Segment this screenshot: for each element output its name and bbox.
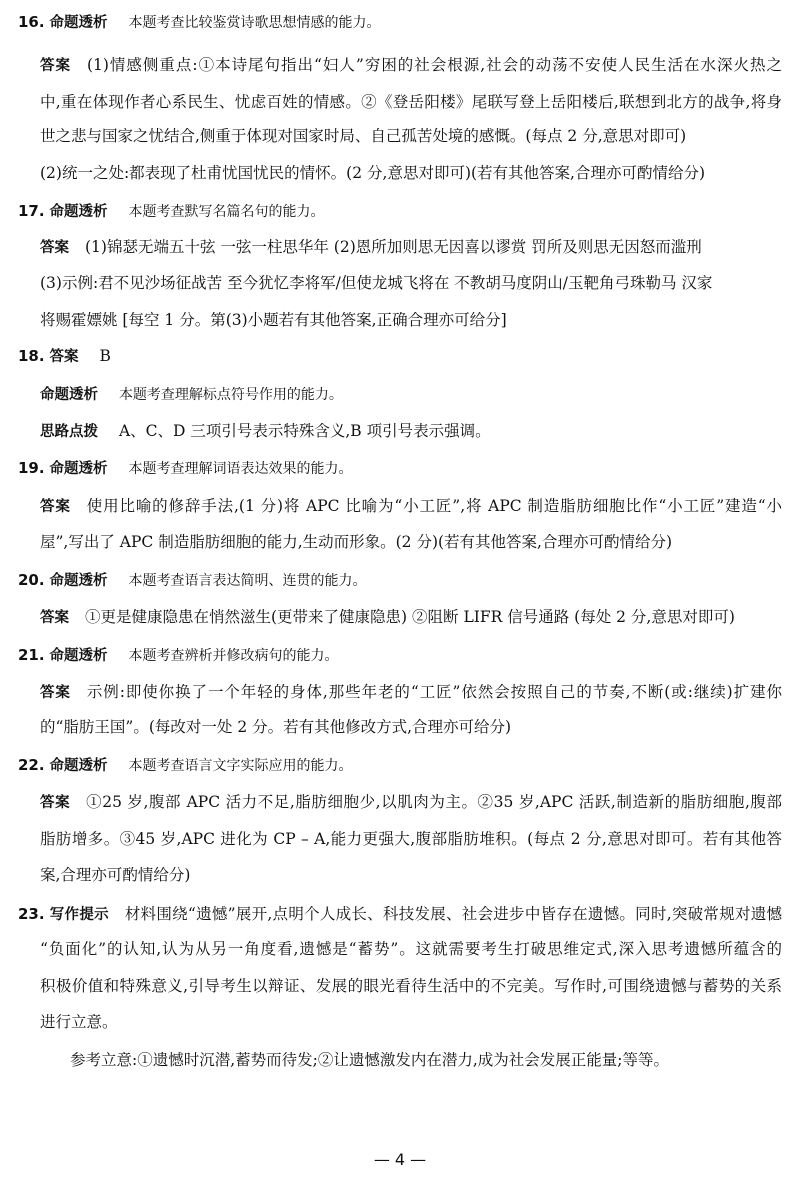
q17-header xyxy=(0,201,800,222)
q19-answer-text-2: 屋”,写出了 APC 制造脂肪细胞的能力,生动而形象。(2 分)(若有其他答案,合理亦可酌情给分) xyxy=(40,533,673,551)
q19-number: 19. xyxy=(18,459,45,477)
q19-answer-line-1 xyxy=(0,496,782,517)
q22-label: 命题透析 xyxy=(49,758,108,774)
q21-label: 命题透析 xyxy=(49,648,108,664)
q16-label: 命题透析 xyxy=(49,15,108,31)
q16-answer-label: 答案 xyxy=(40,58,71,74)
q20-label: 命题透析 xyxy=(49,573,108,589)
q16-answer-text-3: 世之悲与国家之忧结合,侧重于体现对国家时局、自己孤苦处境的感慨。(每点 2 分,意思对即可) xyxy=(40,127,687,145)
q22-answer-text-2: 脂肪增多。③45 岁,APC 进化为 CP – A,能力更强大,腹部脂肪堆积。(每点 2 分,意思对即可。若有其他答 xyxy=(40,830,782,848)
q21-answer-line-2 xyxy=(0,717,782,737)
q18-number: 18. xyxy=(18,347,45,365)
q23-reference xyxy=(0,1050,782,1070)
q16-number: 16. xyxy=(18,13,45,31)
q22-number: 22. xyxy=(18,756,45,774)
q22-answer-text-3: 案,合理亦可酌情给分) xyxy=(40,866,191,884)
q23-line-4 xyxy=(0,1012,782,1032)
q23-text-3: 积极价值和特殊意义,引导考生以辩证、发展的眼光看待生活中的不完美。写作时,可围绕遗憾与蓄势的关系 xyxy=(40,977,782,995)
q16-answer-text-1: (1)情感侧重点:①本诗尾句指出“妇人”穷困的社会根源,社会的动荡不安使人民生活在水深火热之 xyxy=(86,56,782,74)
q19-answer-line-2 xyxy=(0,532,782,552)
q21-description: 本题考查辨析并修改病句的能力。 xyxy=(128,648,339,664)
q18-hint xyxy=(0,421,800,442)
q16-answer-line-3 xyxy=(0,126,782,146)
q16-description: 本题考查比较鉴赏诗歌思想情感的能力。 xyxy=(128,15,381,31)
q20-answer-label: 答案 xyxy=(40,610,69,626)
q23-label: 写作提示 xyxy=(49,907,109,923)
q20-answer-line-1 xyxy=(0,607,782,628)
q18-analysis xyxy=(0,384,800,405)
q22-answer-line-3 xyxy=(0,865,782,885)
q22-answer-line-1 xyxy=(0,792,782,813)
q19-header xyxy=(0,458,800,479)
q20-number: 20. xyxy=(18,571,45,589)
q23-text-2: “负面化”的认知,认为从另一角度看,遗憾是“蓄势”。这就需要考生打破思维定式,深入思考遗憾所蕴含的 xyxy=(40,940,782,958)
q16-header xyxy=(0,12,800,33)
q16-answer-line-1 xyxy=(0,55,782,76)
q18-header xyxy=(0,346,800,367)
q17-answer-text-1: (1)锦瑟无端五十弦 一弦一柱思华年 (2)恩所加则思无因喜以谬赏 罚所及则思无因怒而滥刑 xyxy=(85,238,702,256)
q16-answer-line-2 xyxy=(0,92,782,112)
q20-header xyxy=(0,570,800,591)
q17-description: 本题考查默写名篇名句的能力。 xyxy=(128,204,325,220)
q21-number: 21. xyxy=(18,646,45,664)
q21-answer-label: 答案 xyxy=(40,685,71,701)
q18-description: 本题考查理解标点符号作用的能力。 xyxy=(118,387,343,403)
q23-line-1 xyxy=(0,904,782,925)
page-number: — 4 — xyxy=(373,1150,427,1169)
q17-number: 17. xyxy=(18,202,45,220)
q18-hint-label: 思路点拨 xyxy=(40,424,98,440)
q20-answer-text-1: ①更是健康隐患在悄然滋生(更带来了健康隐患) ②阻断 LIFR 信号通路 (每处 2 分,意思对即可) xyxy=(85,608,735,626)
q22-answer-label: 答案 xyxy=(40,795,71,811)
q23-reference-text: 参考立意:①遗憾时沉潜,蓄势而待发;②让遗憾激发内在潜力,成为社会发展正能量;等等。 xyxy=(70,1051,670,1069)
q23-line-3 xyxy=(0,976,782,996)
q22-answer-line-2 xyxy=(0,829,782,849)
q17-answer-line-1 xyxy=(0,237,782,258)
q21-header xyxy=(0,645,800,666)
q21-answer-text-2: 的“脂肪王国”。(每改对一处 2 分。若有其他修改方式,合理亦可给分) xyxy=(40,718,512,736)
q23-number: 23. xyxy=(18,905,45,923)
q18-label: 命题透析 xyxy=(40,387,98,403)
q17-label: 命题透析 xyxy=(49,204,108,220)
q20-description: 本题考查语言表达简明、连贯的能力。 xyxy=(128,573,367,589)
q19-answer-label: 答案 xyxy=(40,499,71,515)
q17-answer-text-3: 将赐霍嫖姚 [每空 1 分。第(3)小题若有其他答案,正确合理亦可给分] xyxy=(40,311,507,329)
q19-description: 本题考查理解词语表达效果的能力。 xyxy=(128,461,353,477)
q21-answer-text-1: 示例:即使你换了一个年轻的身体,那些年老的“工匠”依然会按照自己的节奏,不断(或:继续)扩建你 xyxy=(86,683,782,701)
q17-answer-line-2 xyxy=(0,273,782,293)
q19-answer-text-1: 使用比喻的修辞手法,(1 分)将 APC 比喻为“小工匠”,将 APC 制造脂肪细胞比作“小工匠”建造“小 xyxy=(86,497,782,515)
q17-answer-text-2: (3)示例:君不见沙场征战苦 至今犹忆李将军/但使龙城飞将在 不教胡马度阴山/玉靶角弓珠勒马 汉家 xyxy=(40,274,713,292)
q18-answer: B xyxy=(99,347,111,365)
q22-header xyxy=(0,755,800,776)
q19-label: 命题透析 xyxy=(49,461,108,477)
q18-hint-text: A、C、D 三项引号表示特殊含义,B 项引号表示强调。 xyxy=(118,422,491,440)
q17-answer-label: 答案 xyxy=(40,240,69,256)
q16-answer-text-2: 中,重在体现作者心系民生、忧虑百姓的情感。②《登岳阳楼》尾联写登上岳阳楼后,联想到北方的战争,将身 xyxy=(40,93,782,111)
q21-answer-line-1 xyxy=(0,682,782,703)
q18-answer-label: 答案 xyxy=(49,349,79,365)
q22-description: 本题考查语言文字实际应用的能力。 xyxy=(128,758,353,774)
q23-text-4: 进行立意。 xyxy=(40,1013,118,1031)
q16-answer-text-4: (2)统一之处:都表现了杜甫忧国忧民的情怀。(2 分,意思对即可)(若有其他答案,合理亦可酌情给分) xyxy=(40,164,706,182)
q23-line-2 xyxy=(0,939,782,959)
q22-answer-text-1: ①25 岁,腹部 APC 活力不足,脂肪细胞少,以肌肉为主。②35 岁,APC 活跃,制造新的脂肪细胞,腹部 xyxy=(86,793,782,811)
q17-answer-line-3 xyxy=(0,310,782,330)
q16-answer-line-4 xyxy=(0,163,782,183)
q23-text-1: 材料围绕“遗憾”展开,点明个人成长、科技发展、社会进步中皆存在遗憾。同时,突破常规对遗憾 xyxy=(124,905,783,923)
